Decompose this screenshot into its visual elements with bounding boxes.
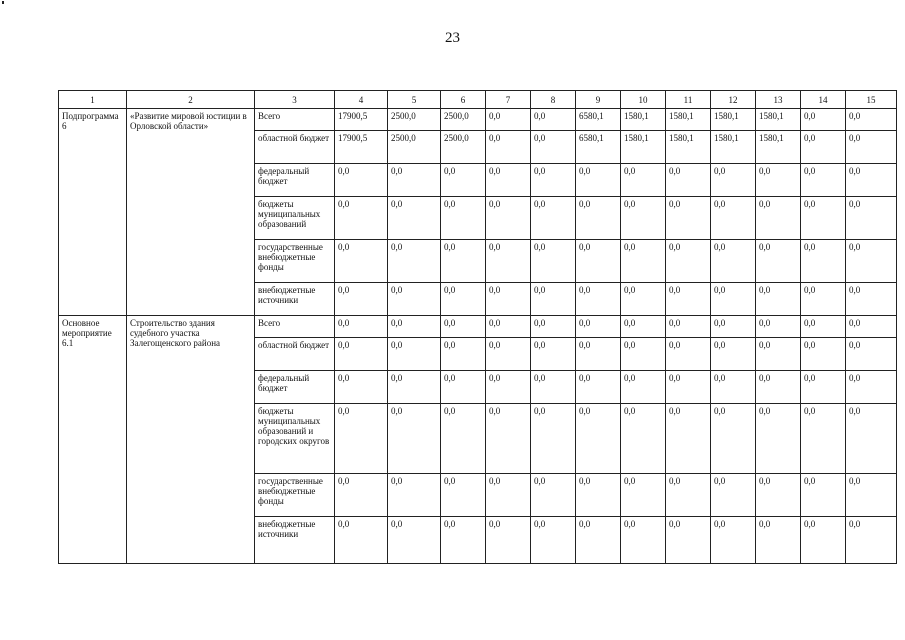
value-cell: 0,0 (666, 316, 711, 338)
value-cell: 0,0 (388, 197, 441, 240)
value-cell: 0,0 (666, 283, 711, 316)
value-cell: 0,0 (846, 240, 897, 283)
column-header: 12 (711, 91, 756, 109)
funding-source-cell: бюджеты муниципальных образований (255, 197, 335, 240)
value-cell: 0,0 (756, 240, 801, 283)
value-cell: 0,0 (711, 404, 756, 474)
value-cell: 0,0 (756, 474, 801, 517)
value-cell: 17900,5 (335, 109, 388, 131)
header-row (59, 91, 897, 109)
value-cell: 0,0 (388, 240, 441, 283)
value-cell: 0,0 (621, 338, 666, 371)
value-cell: 0,0 (846, 164, 897, 197)
value-cell: 0,0 (388, 164, 441, 197)
value-cell: 0,0 (576, 338, 621, 371)
value-cell: 0,0 (486, 240, 531, 283)
column-header: 13 (756, 91, 801, 109)
value-cell: 0,0 (756, 197, 801, 240)
value-cell: 0,0 (846, 197, 897, 240)
value-cell: 0,0 (486, 109, 531, 131)
value-cell: 0,0 (846, 338, 897, 371)
value-cell: 0,0 (666, 404, 711, 474)
value-cell: 0,0 (531, 371, 576, 404)
value-cell: 0,0 (531, 131, 576, 164)
value-cell: 0,0 (335, 316, 388, 338)
value-cell: 0,0 (441, 517, 486, 564)
value-cell: 0,0 (846, 474, 897, 517)
value-cell: 0,0 (711, 474, 756, 517)
value-cell: 1580,1 (756, 131, 801, 164)
program-name-cell: Строительство здания судебного участка Залегощенского района (127, 316, 255, 564)
value-cell: 0,0 (531, 316, 576, 338)
value-cell: 0,0 (756, 517, 801, 564)
value-cell: 0,0 (335, 240, 388, 283)
value-cell: 0,0 (576, 164, 621, 197)
value-cell: 0,0 (621, 474, 666, 517)
program-cell: Основное мероприятие 6.1 (59, 316, 127, 564)
column-header: 6 (441, 91, 486, 109)
funding-source-cell: областной бюджет (255, 131, 335, 164)
value-cell: 1580,1 (621, 131, 666, 164)
value-cell: 0,0 (388, 316, 441, 338)
value-cell: 1580,1 (666, 131, 711, 164)
value-cell: 0,0 (621, 371, 666, 404)
program-name-cell: «Развитие мировой юстиции в Орловской области» (127, 109, 255, 316)
funding-source-cell: внебюджетные источники (255, 283, 335, 316)
value-cell: 0,0 (756, 164, 801, 197)
value-cell: 0,0 (756, 404, 801, 474)
value-cell: 0,0 (486, 517, 531, 564)
value-cell: 0,0 (801, 338, 846, 371)
value-cell: 0,0 (576, 197, 621, 240)
value-cell: 0,0 (666, 197, 711, 240)
value-cell: 0,0 (576, 240, 621, 283)
column-header: 11 (666, 91, 711, 109)
value-cell: 0,0 (486, 338, 531, 371)
value-cell: 0,0 (441, 338, 486, 371)
value-cell: 0,0 (621, 316, 666, 338)
value-cell: 0,0 (846, 404, 897, 474)
table-body (59, 109, 897, 564)
value-cell: 0,0 (441, 283, 486, 316)
column-header: 1 (59, 91, 127, 109)
scan-speck (2, 1, 4, 4)
value-cell: 0,0 (486, 164, 531, 197)
value-cell: 6580,1 (576, 131, 621, 164)
value-cell: 0,0 (388, 474, 441, 517)
value-cell: 0,0 (531, 517, 576, 564)
value-cell: 0,0 (486, 371, 531, 404)
value-cell: 6580,1 (576, 109, 621, 131)
funding-source-cell: областной бюджет (255, 338, 335, 371)
budget-table (58, 90, 897, 564)
value-cell: 0,0 (335, 517, 388, 564)
value-cell: 0,0 (756, 338, 801, 371)
value-cell: 2500,0 (441, 131, 486, 164)
value-cell: 0,0 (576, 474, 621, 517)
value-cell: 0,0 (621, 164, 666, 197)
column-header: 5 (388, 91, 441, 109)
value-cell: 0,0 (621, 404, 666, 474)
funding-source-cell: Всего (255, 109, 335, 131)
value-cell: 0,0 (711, 316, 756, 338)
value-cell: 0,0 (711, 164, 756, 197)
value-cell: 0,0 (531, 197, 576, 240)
column-header: 10 (621, 91, 666, 109)
column-header: 4 (335, 91, 388, 109)
value-cell: 0,0 (576, 517, 621, 564)
value-cell: 0,0 (441, 197, 486, 240)
value-cell: 1580,1 (711, 131, 756, 164)
value-cell: 0,0 (711, 197, 756, 240)
value-cell: 0,0 (576, 283, 621, 316)
value-cell: 0,0 (666, 338, 711, 371)
value-cell: 0,0 (486, 197, 531, 240)
value-cell: 0,0 (711, 283, 756, 316)
value-cell: 0,0 (486, 283, 531, 316)
value-cell: 0,0 (531, 240, 576, 283)
value-cell: 0,0 (801, 474, 846, 517)
value-cell: 0,0 (486, 131, 531, 164)
value-cell: 0,0 (621, 283, 666, 316)
value-cell: 0,0 (486, 316, 531, 338)
value-cell: 0,0 (335, 474, 388, 517)
funding-source-cell: федеральный бюджет (255, 164, 335, 197)
value-cell: 0,0 (666, 240, 711, 283)
funding-source-cell: государственные внебюджетные фонды (255, 240, 335, 283)
value-cell: 0,0 (801, 197, 846, 240)
value-cell: 0,0 (846, 131, 897, 164)
value-cell: 0,0 (666, 517, 711, 564)
value-cell: 0,0 (335, 197, 388, 240)
funding-source-cell: Всего (255, 316, 335, 338)
value-cell: 0,0 (531, 404, 576, 474)
funding-source-cell: федеральный бюджет (255, 371, 335, 404)
value-cell: 0,0 (801, 404, 846, 474)
value-cell: 0,0 (621, 517, 666, 564)
value-cell: 0,0 (846, 371, 897, 404)
value-cell: 0,0 (801, 164, 846, 197)
table-row (59, 316, 897, 338)
value-cell: 0,0 (388, 338, 441, 371)
value-cell: 0,0 (335, 164, 388, 197)
value-cell: 0,0 (801, 240, 846, 283)
value-cell: 0,0 (711, 240, 756, 283)
value-cell: 0,0 (335, 338, 388, 371)
value-cell: 0,0 (388, 404, 441, 474)
funding-source-cell: государственные внебюджетные фонды (255, 474, 335, 517)
value-cell: 0,0 (441, 404, 486, 474)
value-cell: 0,0 (801, 371, 846, 404)
value-cell: 2500,0 (388, 109, 441, 131)
value-cell: 0,0 (621, 197, 666, 240)
funding-source-cell: внебюджетные источники (255, 517, 335, 564)
value-cell: 0,0 (531, 109, 576, 131)
value-cell: 0,0 (335, 371, 388, 404)
value-cell: 0,0 (486, 474, 531, 517)
value-cell: 1580,1 (756, 109, 801, 131)
column-header: 7 (486, 91, 531, 109)
table-row (59, 109, 897, 131)
value-cell: 0,0 (441, 164, 486, 197)
program-cell: Подпрограмма 6 (59, 109, 127, 316)
value-cell: 0,0 (335, 283, 388, 316)
column-header: 9 (576, 91, 621, 109)
value-cell: 0,0 (531, 338, 576, 371)
value-cell: 0,0 (711, 517, 756, 564)
value-cell: 0,0 (711, 338, 756, 371)
page-number: 23 (445, 30, 460, 46)
value-cell: 0,0 (846, 316, 897, 338)
value-cell: 0,0 (441, 371, 486, 404)
value-cell: 2500,0 (388, 131, 441, 164)
value-cell: 0,0 (576, 404, 621, 474)
value-cell: 0,0 (388, 371, 441, 404)
value-cell: 0,0 (846, 109, 897, 131)
value-cell: 0,0 (388, 517, 441, 564)
value-cell: 0,0 (531, 164, 576, 197)
value-cell: 0,0 (531, 283, 576, 316)
value-cell: 0,0 (846, 283, 897, 316)
value-cell: 0,0 (531, 474, 576, 517)
value-cell: 0,0 (756, 283, 801, 316)
column-header: 14 (801, 91, 846, 109)
value-cell: 0,0 (801, 517, 846, 564)
value-cell: 0,0 (441, 474, 486, 517)
value-cell: 0,0 (711, 371, 756, 404)
value-cell: 0,0 (801, 131, 846, 164)
value-cell: 0,0 (801, 283, 846, 316)
value-cell: 0,0 (441, 316, 486, 338)
value-cell: 0,0 (666, 371, 711, 404)
value-cell: 1580,1 (621, 109, 666, 131)
value-cell: 0,0 (756, 371, 801, 404)
value-cell: 0,0 (846, 517, 897, 564)
value-cell: 0,0 (666, 474, 711, 517)
value-cell: 0,0 (621, 240, 666, 283)
value-cell: 0,0 (801, 316, 846, 338)
value-cell: 2500,0 (441, 109, 486, 131)
column-header: 2 (127, 91, 255, 109)
value-cell: 0,0 (576, 316, 621, 338)
value-cell: 0,0 (756, 316, 801, 338)
value-cell: 0,0 (441, 240, 486, 283)
value-cell: 1580,1 (711, 109, 756, 131)
funding-source-cell: бюджеты муниципальных образований и городских округов (255, 404, 335, 474)
column-header: 8 (531, 91, 576, 109)
value-cell: 0,0 (335, 404, 388, 474)
column-header: 15 (846, 91, 897, 109)
column-header: 3 (255, 91, 335, 109)
value-cell: 0,0 (666, 164, 711, 197)
value-cell: 1580,1 (666, 109, 711, 131)
value-cell: 0,0 (801, 109, 846, 131)
value-cell: 17900,5 (335, 131, 388, 164)
value-cell: 0,0 (576, 371, 621, 404)
value-cell: 0,0 (486, 404, 531, 474)
value-cell: 0,0 (388, 283, 441, 316)
